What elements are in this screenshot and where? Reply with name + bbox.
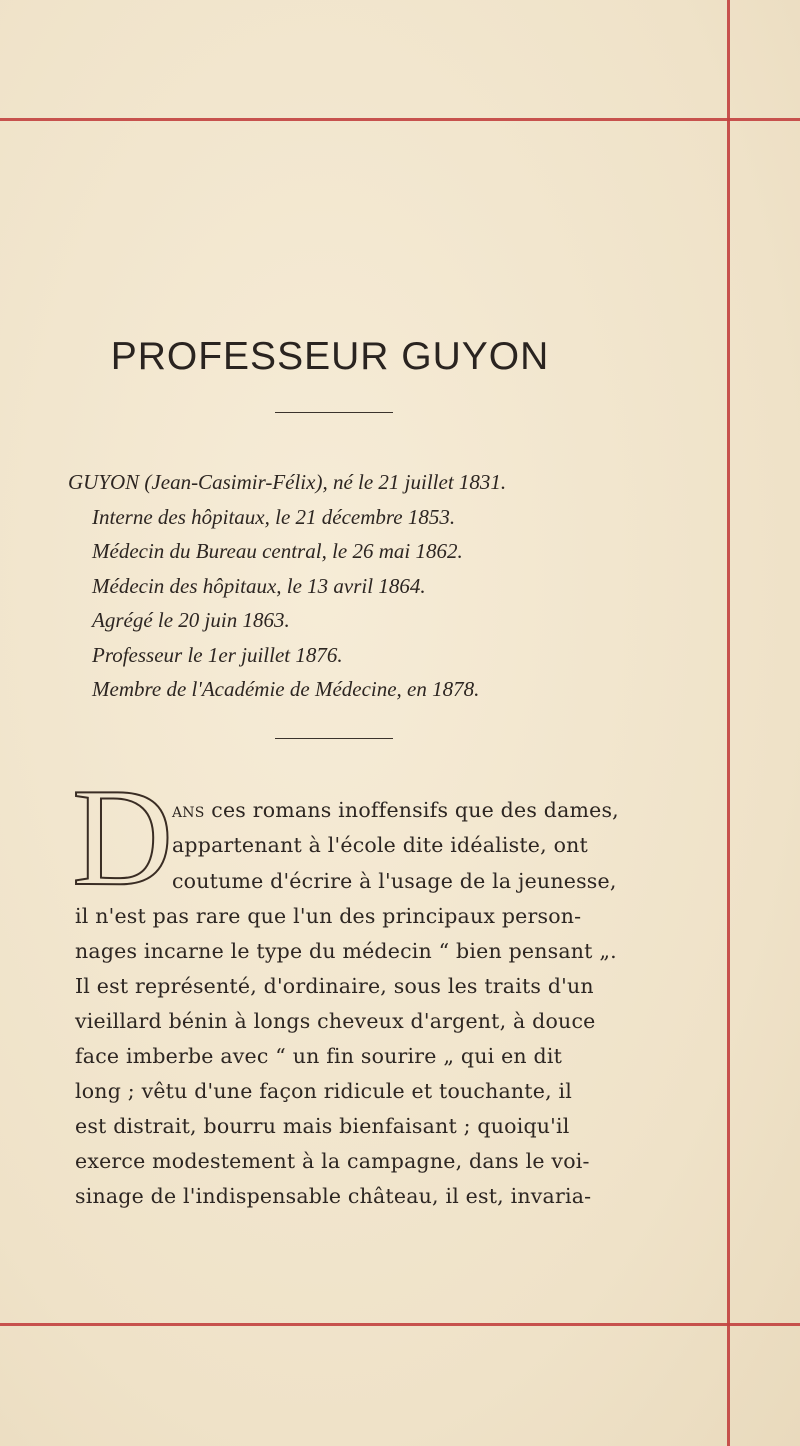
- paragraph-line: long ; vêtu d'une façon ridicule et touchante, il: [75, 1079, 573, 1103]
- title-divider: [275, 412, 393, 413]
- paragraph-line: coutume d'écrire à l'usage de la jeunesse,: [172, 869, 617, 893]
- paragraph-line: nages incarne le type du médecin “ bien pensant „.: [75, 939, 617, 963]
- bio-divider: [275, 738, 393, 739]
- bio-line: Interne des hôpitaux, le 21 décembre 1853.: [92, 505, 456, 529]
- drop-cap: D: [72, 760, 174, 915]
- paragraph-line: vieillard bénin à longs cheveux d'argent, à douce: [75, 1009, 596, 1033]
- paragraph-line: sinage de l'indispensable château, il est, invaria-: [75, 1184, 592, 1208]
- top-red-rule: [0, 118, 800, 121]
- paragraph-line: face imberbe avec “ un fin sourire „ qui en dit: [75, 1044, 563, 1068]
- bio-line: Professeur le 1er juillet 1876.: [92, 643, 343, 667]
- bottom-red-rule: [0, 1323, 800, 1326]
- paragraph-line: [172, 798, 619, 822]
- bio-line: Agrégé le 20 juin 1863.: [92, 608, 290, 632]
- bio-line: Médecin du Bureau central, le 26 mai 1862.: [92, 539, 463, 563]
- first-word-rest: ans: [172, 798, 205, 822]
- bio-line: GUYON (Jean-Casimir-Félix), né le 21 juillet 1831.: [68, 470, 507, 494]
- paragraph-line: exerce modestement à la campagne, dans le voi-: [75, 1149, 590, 1173]
- bio-line: Membre de l'Académie de Médecine, en 1878.: [92, 677, 480, 701]
- paragraph-line-text: ces romans inoffensifs que des dames,: [211, 798, 619, 822]
- paragraph-line: appartenant à l'école dite idéaliste, ont: [172, 833, 588, 857]
- page-title: PROFESSEUR GUYON: [110, 335, 550, 378]
- paragraph-line: Il est représenté, d'ordinaire, sous les traits d'un: [75, 974, 594, 998]
- paragraph-line: il n'est pas rare que l'un des principaux person-: [75, 904, 582, 928]
- bio-line: Médecin des hôpitaux, le 13 avril 1864.: [92, 574, 426, 598]
- right-red-rule: [727, 0, 730, 1446]
- paragraph-line: est distrait, bourru mais bienfaisant ; quoiqu'il: [75, 1114, 570, 1138]
